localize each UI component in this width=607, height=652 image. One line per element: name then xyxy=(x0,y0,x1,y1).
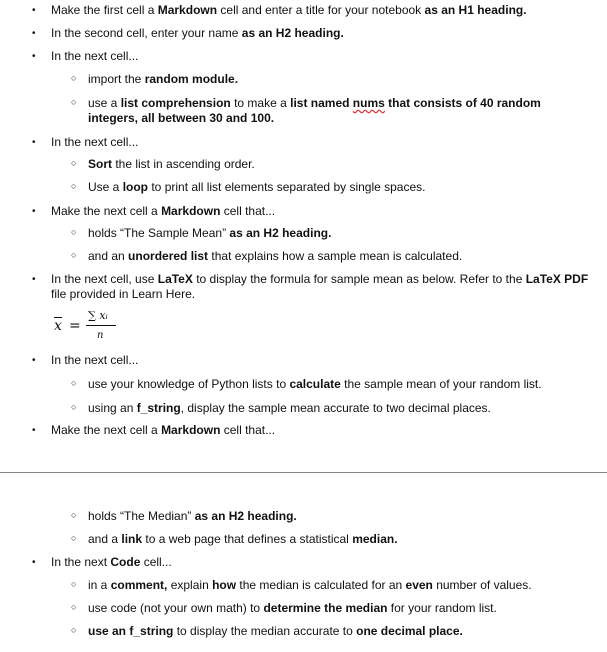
text-run: In the next cell... xyxy=(51,353,139,367)
circle-bullet-icon: ○ xyxy=(71,227,77,237)
bullet-icon: • xyxy=(32,137,36,148)
text-run: to print all list elements separated by single spaces. xyxy=(148,180,426,194)
text-run: in a xyxy=(88,578,111,592)
text-run: Code xyxy=(110,555,141,569)
item-text xyxy=(88,601,588,616)
bullet-icon: • xyxy=(32,5,36,16)
bullet-icon: • xyxy=(32,206,36,217)
text-run: Markdown xyxy=(161,204,221,218)
item-text xyxy=(88,509,588,524)
item-text xyxy=(51,26,591,41)
item-text xyxy=(88,72,588,87)
text-run: that explains how a sample mean is calculated. xyxy=(208,249,463,263)
text-run: how xyxy=(212,578,237,592)
formula-xbar: x xyxy=(54,318,62,334)
formula-denominator: n xyxy=(97,330,104,341)
text-run: that consists of 40 random integers, all between 30 and 100. xyxy=(88,96,541,125)
text-run: In the next cell... xyxy=(51,135,139,149)
text-run: cell that... xyxy=(220,423,276,437)
text-run: list named xyxy=(290,96,353,110)
text-run: number of values. xyxy=(432,578,532,592)
text-run: even xyxy=(405,578,433,592)
text-run: determine the median xyxy=(263,601,388,615)
text-run: to make a xyxy=(230,96,291,110)
item-text xyxy=(88,157,588,172)
text-run: LaTeX xyxy=(157,272,193,286)
item-text xyxy=(88,96,588,126)
text-run: Use a xyxy=(88,180,123,194)
formula-fraction-line xyxy=(86,325,116,326)
text-run: import the xyxy=(88,72,145,86)
item-text xyxy=(88,377,588,392)
text-run: Sort xyxy=(88,157,112,171)
text-run: to display the median accurate to xyxy=(173,624,357,638)
circle-bullet-icon: ○ xyxy=(71,97,77,107)
text-run: explain xyxy=(167,578,213,592)
text-run: Make the next cell a xyxy=(51,204,162,218)
text-run: calculate xyxy=(289,377,341,391)
text-run: link xyxy=(121,532,143,546)
item-text xyxy=(51,555,591,570)
text-run: Make the next cell a xyxy=(51,423,162,437)
text-run: f_string xyxy=(136,401,181,415)
text-run: In the next cell... xyxy=(51,49,139,63)
text-run: use a xyxy=(88,96,121,110)
text-run: use your knowledge of Python lists to xyxy=(88,377,290,391)
text-run: In the next cell, use xyxy=(51,272,158,286)
text-run: as an H2 heading. xyxy=(241,26,344,40)
sample-mean-formula xyxy=(48,305,138,345)
bullet-icon: • xyxy=(32,425,36,436)
circle-bullet-icon: ○ xyxy=(71,250,77,260)
formula-equals: = xyxy=(69,318,81,334)
text-run: comment, xyxy=(110,578,168,592)
item-text xyxy=(88,532,588,547)
text-run: to display the formula for sample mean as below. Refer to the xyxy=(192,272,526,286)
text-run: use an f_string xyxy=(88,624,174,638)
text-run: random module. xyxy=(144,72,239,86)
item-text xyxy=(51,135,591,150)
text-run: Markdown xyxy=(157,3,218,17)
text-run: Make the first cell a xyxy=(51,3,158,17)
bullet-icon: • xyxy=(32,274,36,285)
bullet-icon: • xyxy=(32,28,36,39)
item-text xyxy=(88,624,588,639)
bullet-icon: • xyxy=(32,51,36,62)
text-run: and an xyxy=(88,249,129,263)
circle-bullet-icon: ○ xyxy=(71,533,77,543)
text-run: LaTeX PDF xyxy=(525,272,589,286)
text-run: one decimal place. xyxy=(356,624,463,638)
text-run: cell and enter a title for your notebook xyxy=(217,3,425,17)
item-text xyxy=(88,401,588,416)
circle-bullet-icon: ○ xyxy=(71,158,77,168)
item-text xyxy=(51,49,591,64)
circle-bullet-icon: ○ xyxy=(71,510,77,520)
item-text xyxy=(51,423,591,438)
item-text xyxy=(51,204,591,219)
text-run: as an H2 heading. xyxy=(229,226,332,240)
text-run: to a web page that defines a statistical xyxy=(142,532,353,546)
formula-numerator: ∑ xᵢ xyxy=(88,309,108,322)
formula-bar-line xyxy=(54,317,62,318)
item-text xyxy=(51,272,591,302)
bullet-icon: • xyxy=(32,355,36,366)
text-run: use code (not your own math) to xyxy=(88,601,264,615)
circle-bullet-icon: ○ xyxy=(71,579,77,589)
text-run: nums xyxy=(352,96,385,110)
item-text xyxy=(88,249,588,264)
text-run: cell that... xyxy=(220,204,276,218)
text-run: Markdown xyxy=(161,423,221,437)
text-run: using an xyxy=(88,401,137,415)
text-run: holds “The Median” xyxy=(88,509,195,523)
item-text xyxy=(88,578,588,593)
text-run: , display the sample mean accurate to two decimal places. xyxy=(180,401,491,415)
circle-bullet-icon: ○ xyxy=(71,181,77,191)
text-run: unordered list xyxy=(128,249,209,263)
item-text xyxy=(88,180,588,195)
bullet-icon: • xyxy=(32,557,36,568)
item-text xyxy=(88,226,588,241)
circle-bullet-icon: ○ xyxy=(71,602,77,612)
text-run: as an H2 heading. xyxy=(194,509,297,523)
text-run: for your random list. xyxy=(387,601,497,615)
text-run: the list in ascending order. xyxy=(112,157,255,171)
text-run: median. xyxy=(352,532,398,546)
text-run: file provided in Learn Here. xyxy=(51,287,196,301)
page-break-divider xyxy=(0,472,607,473)
circle-bullet-icon: ○ xyxy=(71,625,77,635)
text-run: the median is calculated for an xyxy=(236,578,406,592)
text-run: loop xyxy=(122,180,149,194)
text-run: In the second cell, enter your name xyxy=(51,26,242,40)
text-run: cell... xyxy=(140,555,172,569)
text-run: In the next xyxy=(51,555,111,569)
text-run: list comprehension xyxy=(120,96,231,110)
circle-bullet-icon: ○ xyxy=(71,73,77,83)
text-run: as an H1 heading. xyxy=(424,3,527,17)
text-run: and a xyxy=(88,532,122,546)
text-run: holds “The Sample Mean” xyxy=(88,226,230,240)
circle-bullet-icon: ○ xyxy=(71,402,77,412)
item-text xyxy=(51,353,591,368)
text-run: the sample mean of your random list. xyxy=(340,377,542,391)
item-text xyxy=(51,3,591,18)
circle-bullet-icon: ○ xyxy=(71,378,77,388)
